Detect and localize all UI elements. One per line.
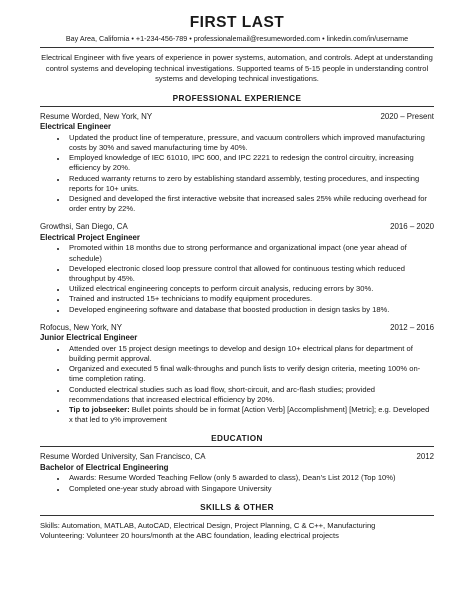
job-bullet: • Promoted within 18 months due to strong performance and organizational impact (one year ahead of schedule) [67,243,434,263]
job-bullet: • Employed knowledge of IEC 61010, IPC 600, and IPC 2221 to redesign the control circuitry, increasing efficiency by 20%. [67,153,434,173]
job-bullet: • Utilized electrical engineering concepts to perform circuit analysis, reducing errors by 30%. [67,284,434,294]
degree: Bachelor of Electrical Engineering [40,463,169,473]
job-bullet: • Designed and developed the first interactive website that increased sales 25% while reducing overhead for order entry by 22%. [67,194,434,214]
tip-label: Tip to jobseeker: [69,405,130,415]
volunteering-line: Volunteering: Volunteer 20 hours/month at the ABC foundation, leading electrical projects [40,531,339,541]
job-company: Resume Worded, New York, NY [40,111,153,121]
job-role: Electrical Project Engineer [40,233,140,242]
job-bullet: • Organized and executed 5 final walk-throughs and punch lists to verify design criteria, meeting 100% on-time completion rating. [67,364,434,384]
job-role: Electrical Engineer [40,122,112,132]
skills-divider [40,515,434,516]
education-divider [40,446,434,447]
school-location: , San Francisco, CA [135,452,206,462]
job-bullet: • Developed engineering software and database that boosted production in design tasks by 18%. [67,305,434,315]
job-dates: 2012 – 2016 [390,322,434,332]
contact-line: Bay Area, California • +1-234-456-789 • professionalemail@resumeworded.com • linkedin.com/in/username [65,34,409,43]
header-divider [40,47,434,48]
education-entry [40,452,434,493]
candidate-name: FIRST LAST [189,14,285,31]
job-dates: 2016 – 2020 [390,222,434,232]
education-bullet: • Completed one-year study abroad with Singapore University [67,484,434,494]
job-bullet: • Conducted electrical studies such as load flow, short-circuit, and arc-flash studies; provided recommendations that increased electrical efficiency by 20%. [67,385,434,405]
tip-text: Bullet points should be in format [Action Verb] [Accomplishment] [Metric]; e.g. Developed x that led to y% improvement [69,405,430,425]
job-bullets [40,344,434,426]
skills-line: Skills: Automation, MATLAB, AutoCAD, Electrical Design, Project Planning, C & C++, Manufacturing [40,520,376,530]
experience-heading: PROFESSIONAL EXPERIENCE [172,93,302,103]
job-bullets [40,243,434,314]
experience-divider [40,106,434,107]
job-role: Junior Electrical Engineer [40,333,138,343]
school-name: Resume Worded University [40,452,136,462]
education-bullets [40,473,434,493]
job-bullet: • Developed electronic closed loop pressure control that allowed for continuous testing which reduced throughput by 45%. [67,264,434,284]
job-bullet: • Reduced warranty returns to zero by establishing standard assembly, testing procedures, and inspecting reports for 10+ units. [67,174,434,194]
summary-paragraph: Electrical Engineer with five years of experience in power systems, automation, and controls. Adept at understanding control systems and developing technical investigations. Supported teams of 5-15 people in understanding control systems and developing technical investigations. [41,53,433,84]
job-company: Growthsi, San Diego, CA [40,222,128,232]
job-bullet: • Attended over 15 project design meetings to develop and design 10+ electrical plans for department of building permit approval. [67,344,434,364]
education-heading: EDUCATION [211,434,263,444]
tip-bullet [67,405,434,425]
job-dates: 2020 – Present [380,111,434,121]
job-entry-3 [40,323,434,426]
job-bullet: • Trained and instructed 15+ technicians to modify equipment procedures. [67,294,434,304]
job-bullet: • Updated the product line of temperature, pressure, and vacuum controllers which improved manufacturing costs by 30% and saved manufacturing time by 40%. [67,133,434,153]
graduation-year: 2012 [416,452,434,462]
education-bullet: • Awards: Resume Worded Teaching Fellow (only 5 awarded to class), Dean’s List 2012 (Top 10%) [67,473,434,483]
skills-heading: SKILLS & OTHER [200,502,274,512]
job-company: Rofocus, New York, NY [40,322,123,332]
job-bullets [40,133,434,215]
job-entry-1 [40,112,434,215]
job-entry-2 [40,222,434,314]
